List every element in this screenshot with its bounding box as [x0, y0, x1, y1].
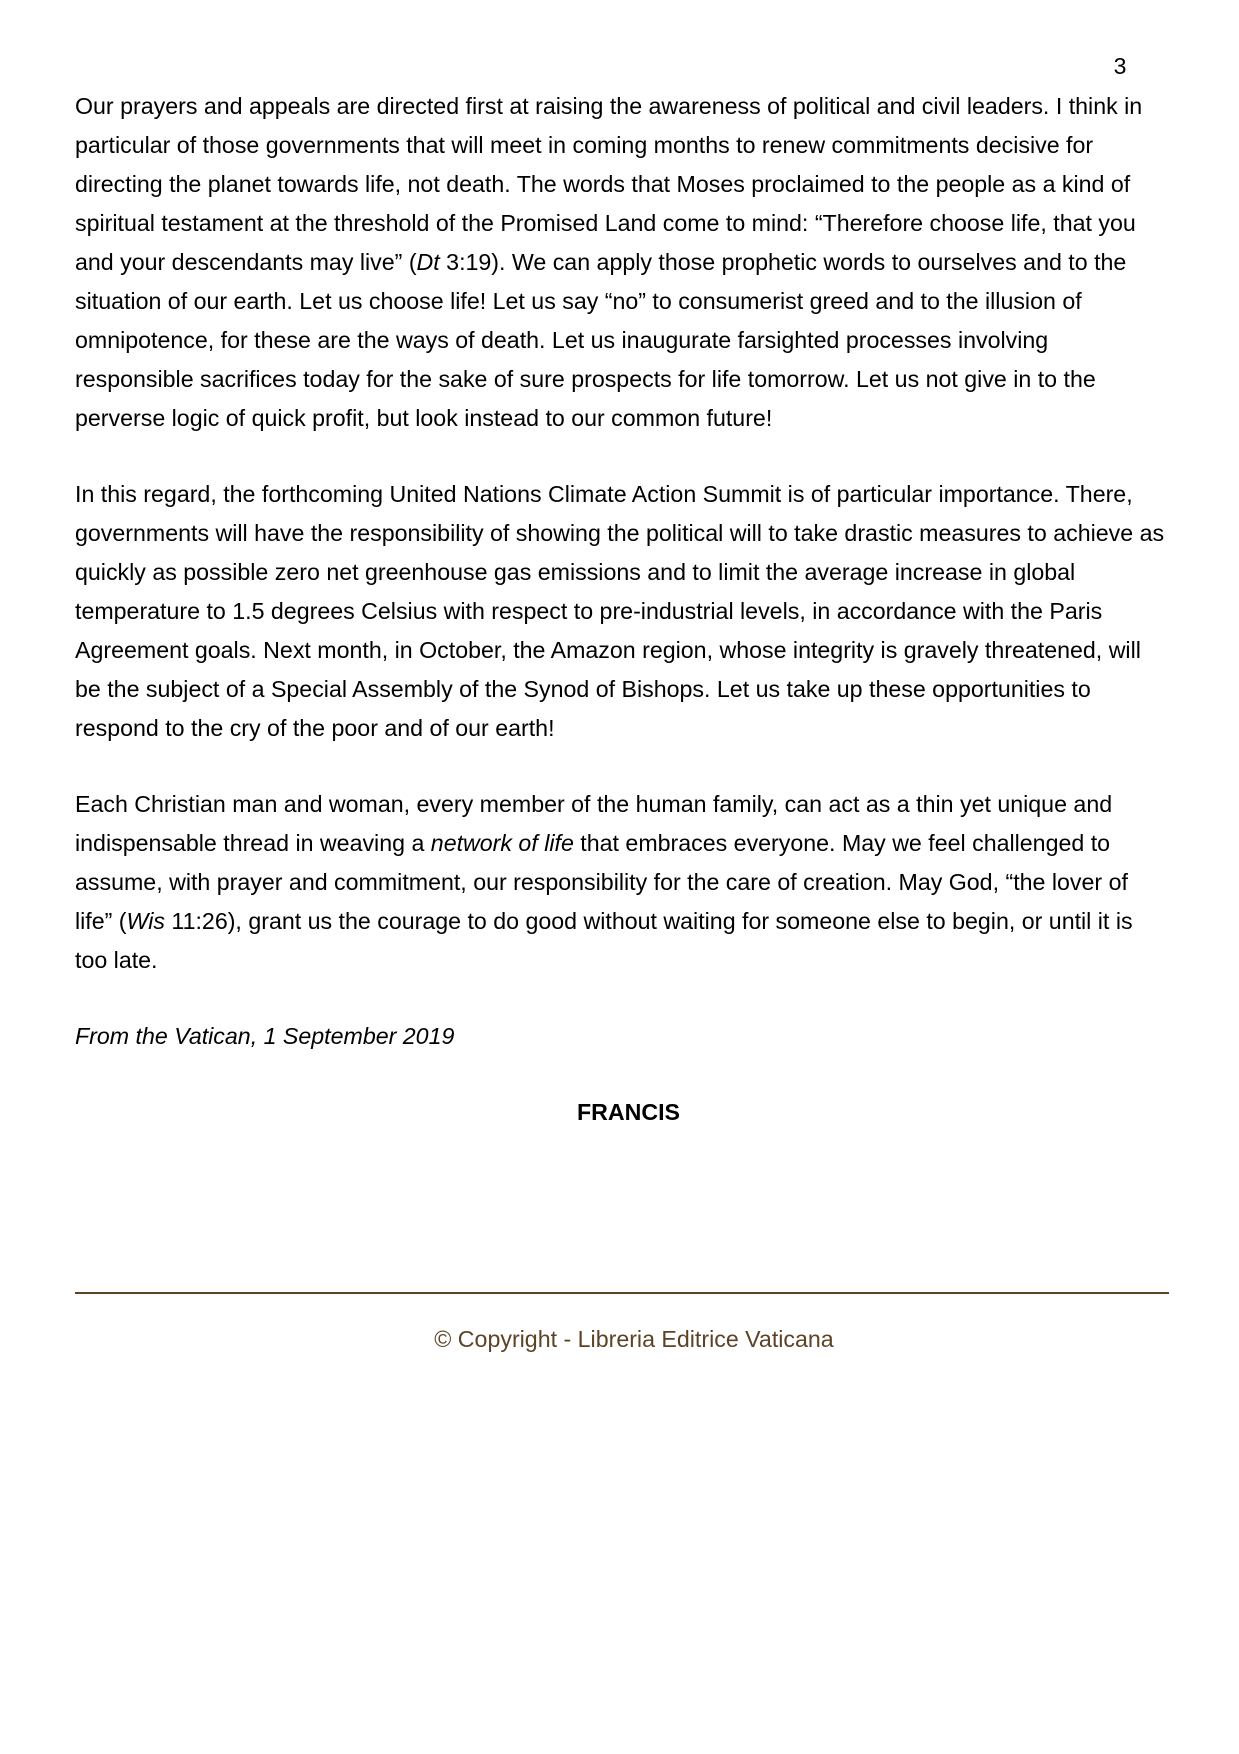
- text-run: Each Christian man and woman, every member of the human family, can act as a thin yet unique and indispensable thread in weaving a: [75, 791, 1113, 856]
- text-run: In this regard, the forthcoming United Nations Climate Action Summit is of particular importance. There, governments will have the responsibility of showing the political will to take drastic measures to achieve as quickly as possible zero net greenhouse gas emissions and to limit the average increase in global temperature to 1.5 degrees Celsius with respect to pre-industrial levels, in accordance with the Paris Agreement goals. Next month, in October, the Amazon region, whose integrity is gravely threatened, will be the subject of a Special Assembly of the Synod of Bishops. Let us take up these opportunities to respond to the cry of the poor and of our earth!: [75, 481, 1165, 741]
- text-run: Our prayers and appeals are directed first at raising the awareness of political and civil leaders. I think in particular of those governments that will meet in coming months to renew commitments decisive for directing the planet towards life, not death. The words that Moses proclaimed to the people as a kind of spiritual testament at the threshold of the Promised Land come to mind: “Therefore choose life, that you and your descendants may live” (: [75, 93, 1143, 275]
- document-body: [75, 87, 1170, 1132]
- body-paragraph: [75, 785, 1170, 980]
- italic-text-run: Wis: [126, 908, 165, 934]
- body-paragraph: [75, 475, 1170, 748]
- signature: FRANCIS: [576, 1099, 681, 1125]
- text-run: 11:26), grant us the courage to do good without waiting for someone else to begin, or until it is too late.: [75, 908, 1133, 973]
- footer-divider: [75, 1292, 1169, 1294]
- paragraph-list: [75, 87, 1170, 980]
- italic-text-run: Dt: [416, 249, 440, 275]
- dateline: From the Vatican, 1 September 2019: [75, 1023, 455, 1049]
- page-number: 3: [1113, 53, 1127, 79]
- italic-text-run: network of life: [430, 830, 574, 856]
- text-run: that embraces everyone. May we feel challenged to assume, with prayer and commitment, our responsibility for the care of creation. May God, “the lover of life” (: [75, 830, 1128, 934]
- text-run: 3:19). We can apply those prophetic words to ourselves and to the situation of our earth. Let us choose life! Let us say “no” to consumerist greed and to the illusion of omnipotence, for these are the ways of death. Let us inaugurate farsighted processes involving responsible sacrifices today for the sake of sure prospects for life tomorrow. Let us not give in to the perverse logic of quick profit, but look instead to our common future!: [75, 249, 1127, 431]
- body-paragraph: [75, 87, 1170, 438]
- copyright-notice: © Copyright - Libreria Editrice Vaticana: [434, 1326, 834, 1352]
